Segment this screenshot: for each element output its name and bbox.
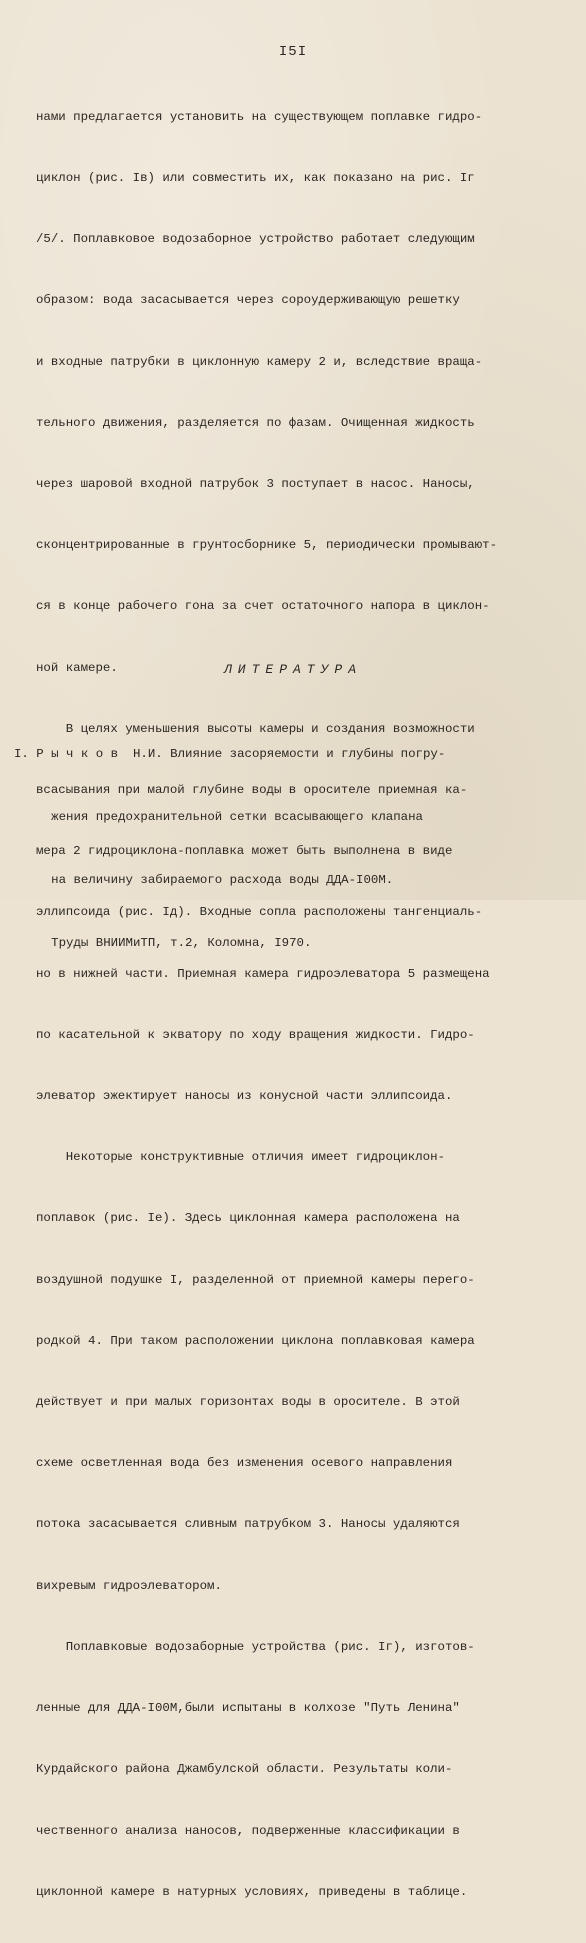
text-line: схеме осветленная вода без изменения осевого направления	[36, 1456, 453, 1471]
text-line: Курдайского района Джамбулской области. Результаты коли-	[36, 1762, 453, 1777]
body-text	[36, 66, 556, 1943]
text-line: родкой 4. При таком расположении циклона поплавковая камера	[36, 1333, 475, 1348]
text-line: элеватор эжектирует наносы из конусной части эллипсоида.	[36, 1089, 453, 1104]
reference-entry	[14, 702, 574, 996]
text-line: мера 2 гидроциклона-поплавка может быть выполнена в виде	[36, 844, 453, 859]
section-heading-literature: ЛИТЕРАТУРА	[223, 662, 362, 677]
reference-line: I. Р ы ч к о в Н.И. Влияние засоряемости и глубины погру-	[14, 747, 446, 761]
text-line: всасывания при малой глубине воды в оросителе приемная ка-	[36, 783, 468, 798]
reference-line: на величину забираемого расхода воды ДДА-I00М.	[14, 873, 394, 887]
text-line: по касательной к экватору по ходу вращения жидкости. Гидро-	[36, 1027, 475, 1042]
text-line: тельного движения, разделяется по фазам. Очищенная жидкость	[36, 415, 475, 430]
text-line: поплавок (рис. Iе). Здесь циклонная камера расположена на	[36, 1211, 460, 1226]
text-line: нами предлагается установить на существующем поплавке гидро-	[36, 109, 483, 124]
text-line: циклонной камере в натурных условиях, приведены в таблице.	[36, 1884, 468, 1899]
text-line: Поплавковые водозаборные устройства (рис. Iг), изготов-	[36, 1639, 475, 1654]
text-line: ся в конце рабочего гона за счет остаточного напора в циклон-	[36, 599, 490, 614]
text-line: через шаровой входной патрубок 3 поступает в насос. Наносы,	[36, 477, 475, 492]
text-line: воздушной подушке I, разделенной от приемной камеры перего-	[36, 1272, 475, 1287]
text-line: циклон (рис. Iв) или совместить их, как показано на рис. Iг	[36, 171, 475, 186]
text-line: потока засасывается сливным патрубком 3. Наносы удаляются	[36, 1517, 460, 1532]
page-number: I5I	[278, 44, 308, 60]
text-line: чественного анализа наносов, подверженные классификации в	[36, 1823, 460, 1838]
text-line: ной камере.	[36, 660, 118, 675]
text-line: образом: вода засасывается через сороудерживающую решетку	[36, 293, 460, 308]
text-line: сконцентрированные в грунтосборнике 5, периодически промывают-	[36, 538, 498, 553]
text-line: но в нижней части. Приемная камера гидроэлеватора 5 размещена	[36, 966, 490, 981]
reference-line: жения предохранительной сетки всасывающего клапана	[14, 810, 423, 824]
text-line: вихревым гидроэлеватором.	[36, 1578, 222, 1593]
text-line: эллипсоида (рис. Iд). Входные сопла расположены тангенциаль-	[36, 905, 483, 920]
text-line: и входные патрубки в циклонную камеру 2 и, вследствие враща-	[36, 354, 483, 369]
text-line: Некоторые конструктивные отличия имеет гидроциклон-	[36, 1150, 445, 1165]
text-line: В целях уменьшения высоты камеры и создания возможности	[36, 721, 475, 736]
text-line: ленные для ДДА-I00М,были испытаны в колхозе "Путь Ленина"	[36, 1701, 460, 1716]
text-line: /5/. Поплавковое водозаборное устройство работает следующим	[36, 232, 475, 247]
text-line: действует и при малых горизонтах воды в оросителе. В этой	[36, 1395, 460, 1410]
reference-line: Труды ВНИИМиТП, т.2, Коломна, I970.	[14, 936, 312, 950]
